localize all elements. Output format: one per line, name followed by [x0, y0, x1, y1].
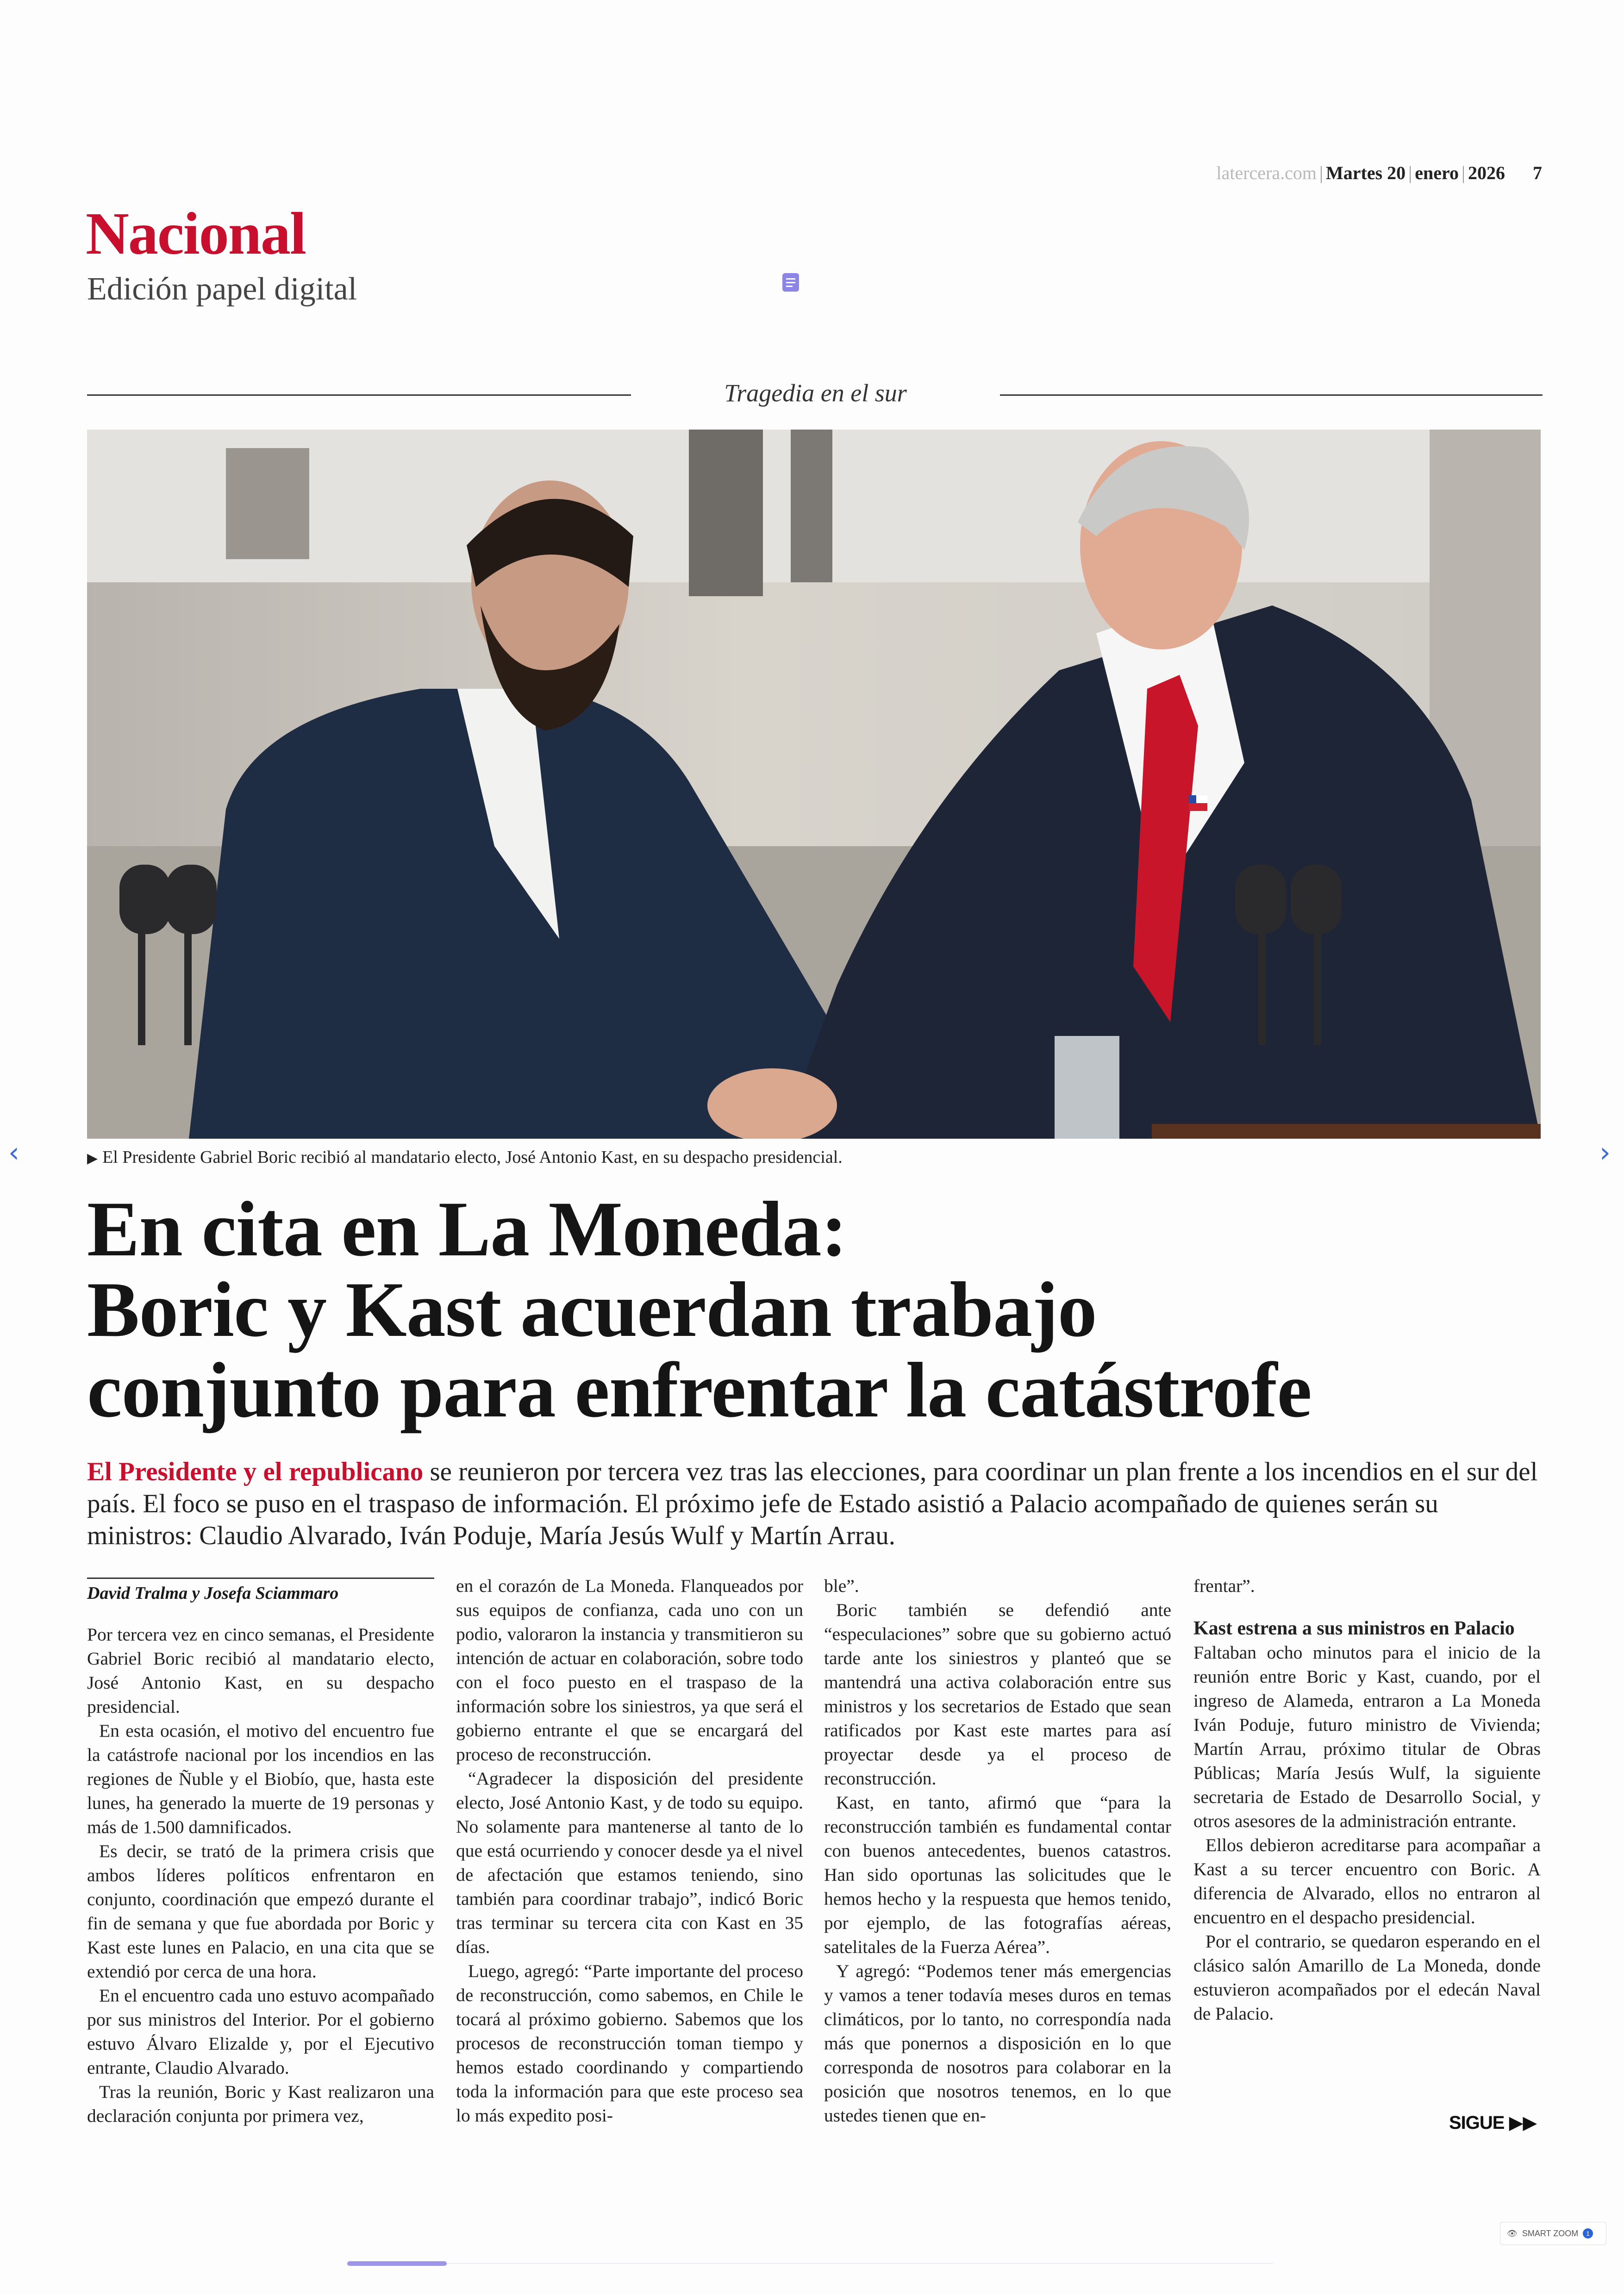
site-name[interactable]: latercera.com [1216, 162, 1317, 183]
paragraph: Luego, agregó: “Parte importante del proceso de reconstrucción, como sabemos, en Chile le tocará al próximo gobierno. Sabemos que los procesos de reconstrucción toman tiempo y hemos estado coordinando y compartiendo toda la información para que este proceso sea lo más expedito posi- [456, 1961, 803, 2126]
caption-text: El Presidente Gabriel Boric recibió al mandatario electo, José Antonio Kast, en su despacho presidencial. [102, 1148, 843, 1167]
paragraph: en el corazón de La Moneda. Flanqueados por sus equipos de confianza, cada uno con un podio, valoraron la instancia y transmitieron su intención de actuar en colaboración, sobre todo con el foco puesto en el traspaso de la información sobre los siniestros, ya que será el gobierno entrante el que se encargará del proceso de reconstrucción. [456, 1576, 803, 1765]
caption-arrow-icon: ▶ [87, 1151, 98, 1166]
body-column-3 [824, 1574, 1171, 2127]
lede-lead: El Presidente y el republicano [87, 1457, 424, 1486]
body-column-4 [1193, 1574, 1541, 2026]
paragraph: Por el contrario, se quedaron esperando en el clásico salón Amarillo de La Moneda, donde estuvieron acompañados por el edecán Naval de Palacio. [1193, 1931, 1541, 2024]
smart-zoom-button[interactable] [1500, 2222, 1606, 2245]
continue-link[interactable] [1449, 2112, 1537, 2133]
paragraph: Y agregó: “Podemos tener más emergencias y vamos a tener todavía meses duros en temas climáticos, por lo tanto, no correspondía nada más que ponernos a disposición en lo que corresponda de nosotros para colaborar en la posición que nosotros tenemos, en lo que ustedes tienen que en- [824, 1961, 1171, 2126]
paragraph: Faltaban ocho minutos para el inicio de la reunión entre Boric y Kast, cuando, por el ingreso de Alameda, entraron a La Moneda Iván Poduje, futuro ministro de Vivienda; Martín Arrau, próximo titular de Obras Públicas; María Jesús Wulf, la siguiente secretaria de Estado de Desarrollo Social, y otros asesores de la administración entrante. [1193, 1642, 1541, 1831]
next-page-icon[interactable]: › [1599, 1136, 1611, 1169]
headline-line-2: Boric y Kast acuerdan trabajo [87, 1266, 1097, 1353]
lede [87, 1456, 1545, 1552]
lede-text: se reunieron por tercera vez tras las elecciones, para coordinar un plan frente a los incendios en el sur del país. El foco se puso en el traspaso de información. El próximo jefe de Estado asistió a Palacio acompañado de quienes serán su ministros: Claudio Alvarado, Iván Poduje, María Jesús Wulf y Martín Arrau. [87, 1457, 1538, 1550]
double-arrow-icon: ▶▶ [1509, 2113, 1537, 2133]
subheading: Kast estrena a sus ministros en Palacio [1193, 1618, 1515, 1639]
headline [87, 1185, 1545, 1434]
photo-caption [87, 1147, 843, 1167]
headline-line-3: conjunto para enfrentar la catástrofe [87, 1347, 1312, 1434]
kicker: Tragedia en el sur [724, 379, 907, 407]
byline-rule [87, 1578, 434, 1579]
paragraph: ble”. [824, 1576, 859, 1596]
paragraph: Es decir, se trató de la primera crisis que ambos líderes políticos enfrentaron en conjunto, coordinación que empezó durante el fin de semana y que fue abordada por Boric y Kast este lunes en Palacio, en una cita que se extendió por cerca de una hora. [87, 1841, 434, 1982]
paragraph: En esta ocasión, el motivo del encuentro fue la catástrofe nacional por los incendios en las regiones de Ñuble y el Biobío, que, hasta este lunes, ha generado la muerte de 19 personas y más de 1.500 damnificados. [87, 1721, 434, 1837]
smart-zoom-label: SMART ZOOM [1522, 2228, 1579, 2238]
kicker-rule-right [1000, 394, 1543, 396]
eye-icon: 👁 [1507, 2228, 1518, 2238]
continue-label: SIGUE [1449, 2113, 1505, 2133]
prev-page-icon[interactable]: ‹ [8, 1136, 19, 1169]
section-title: Nacional [86, 200, 306, 267]
smart-zoom-badge: 1 [1583, 2228, 1593, 2239]
handshake-photo-illustration [87, 430, 1541, 1139]
body-column-1 [87, 1622, 434, 2128]
paragraph: Kast, en tanto, afirmó que “para la reconstrucción también es fundamental contar con buenos antecedentes, buenos catastros. Han sido oportunas las solicitudes que le hemos hecho y la respuesta que hemos tenido, por ejemplo, de las fotografías aéreas, satelitales de la Fuerza Aérea”. [824, 1792, 1171, 1957]
kicker-rule-left [87, 394, 631, 396]
date-month: enero [1415, 162, 1459, 183]
page-number: 7 [1533, 162, 1542, 183]
headline-line-1: En cita en La Moneda: [87, 1185, 847, 1272]
paragraph: Tras la reunión, Boric y Kast realizaron una declaración conjunta por primera vez, [87, 2082, 434, 2126]
article-photo [87, 430, 1541, 1139]
paragraph: En el encuentro cada uno estuvo acompañado por sus ministros del Interior. Por el gobierno estuvo Álvaro Elizalde y, por el Ejecutivo entrante, Claudio Alvarado. [87, 1985, 434, 2078]
date-day: Martes 20 [1326, 162, 1406, 183]
paragraph: “Agradecer la disposición del presidente electo, José Antonio Kast, y de todo su equipo. No solamente para mantenerse al tanto de lo que está ocurriendo y conocer desde ya el nivel de afectación que estamos teniendo, sino también para coordinar trabajo”, indicó Boric tras terminar su tercera cita con Kast en 35 días. [456, 1768, 803, 1957]
body-column-2 [456, 1574, 803, 2127]
note-icon[interactable] [782, 273, 799, 292]
paragraph: Por tercera vez en cinco semanas, el Presidente Gabriel Boric recibió al mandatario electo, José Antonio Kast, en su despacho presidencial. [87, 1624, 434, 1717]
page-progress-bar[interactable] [347, 2261, 447, 2266]
paragraph: frentar”. [1193, 1576, 1255, 1596]
edition-subtitle: Edición papel digital [87, 271, 357, 307]
date-year: 2026 [1468, 162, 1505, 183]
page-progress-track[interactable] [347, 2263, 1273, 2264]
paragraph: Boric también se defendió ante “especulaciones” sobre que su gobierno actuó tarde ante los siniestros y planteó que se mantendrá una activa colaboración entre sus ministros y los secretarios de Estado que sean ratificados por Kast este martes para así proyectar desde ya el proceso de reconstrucción. [824, 1600, 1171, 1789]
byline: David Tralma y Josefa Sciammaro [87, 1584, 339, 1603]
paragraph: Ellos debieron acreditarse para acompañar a Kast a su tercer encuentro con Boric. A diferencia de Alvarado, ellos no entraron al encuentro en el despacho presidencial. [1193, 1835, 1541, 1927]
header-meta: latercera.com | Martes 20 | enero | 2026 7 [1216, 162, 1542, 183]
